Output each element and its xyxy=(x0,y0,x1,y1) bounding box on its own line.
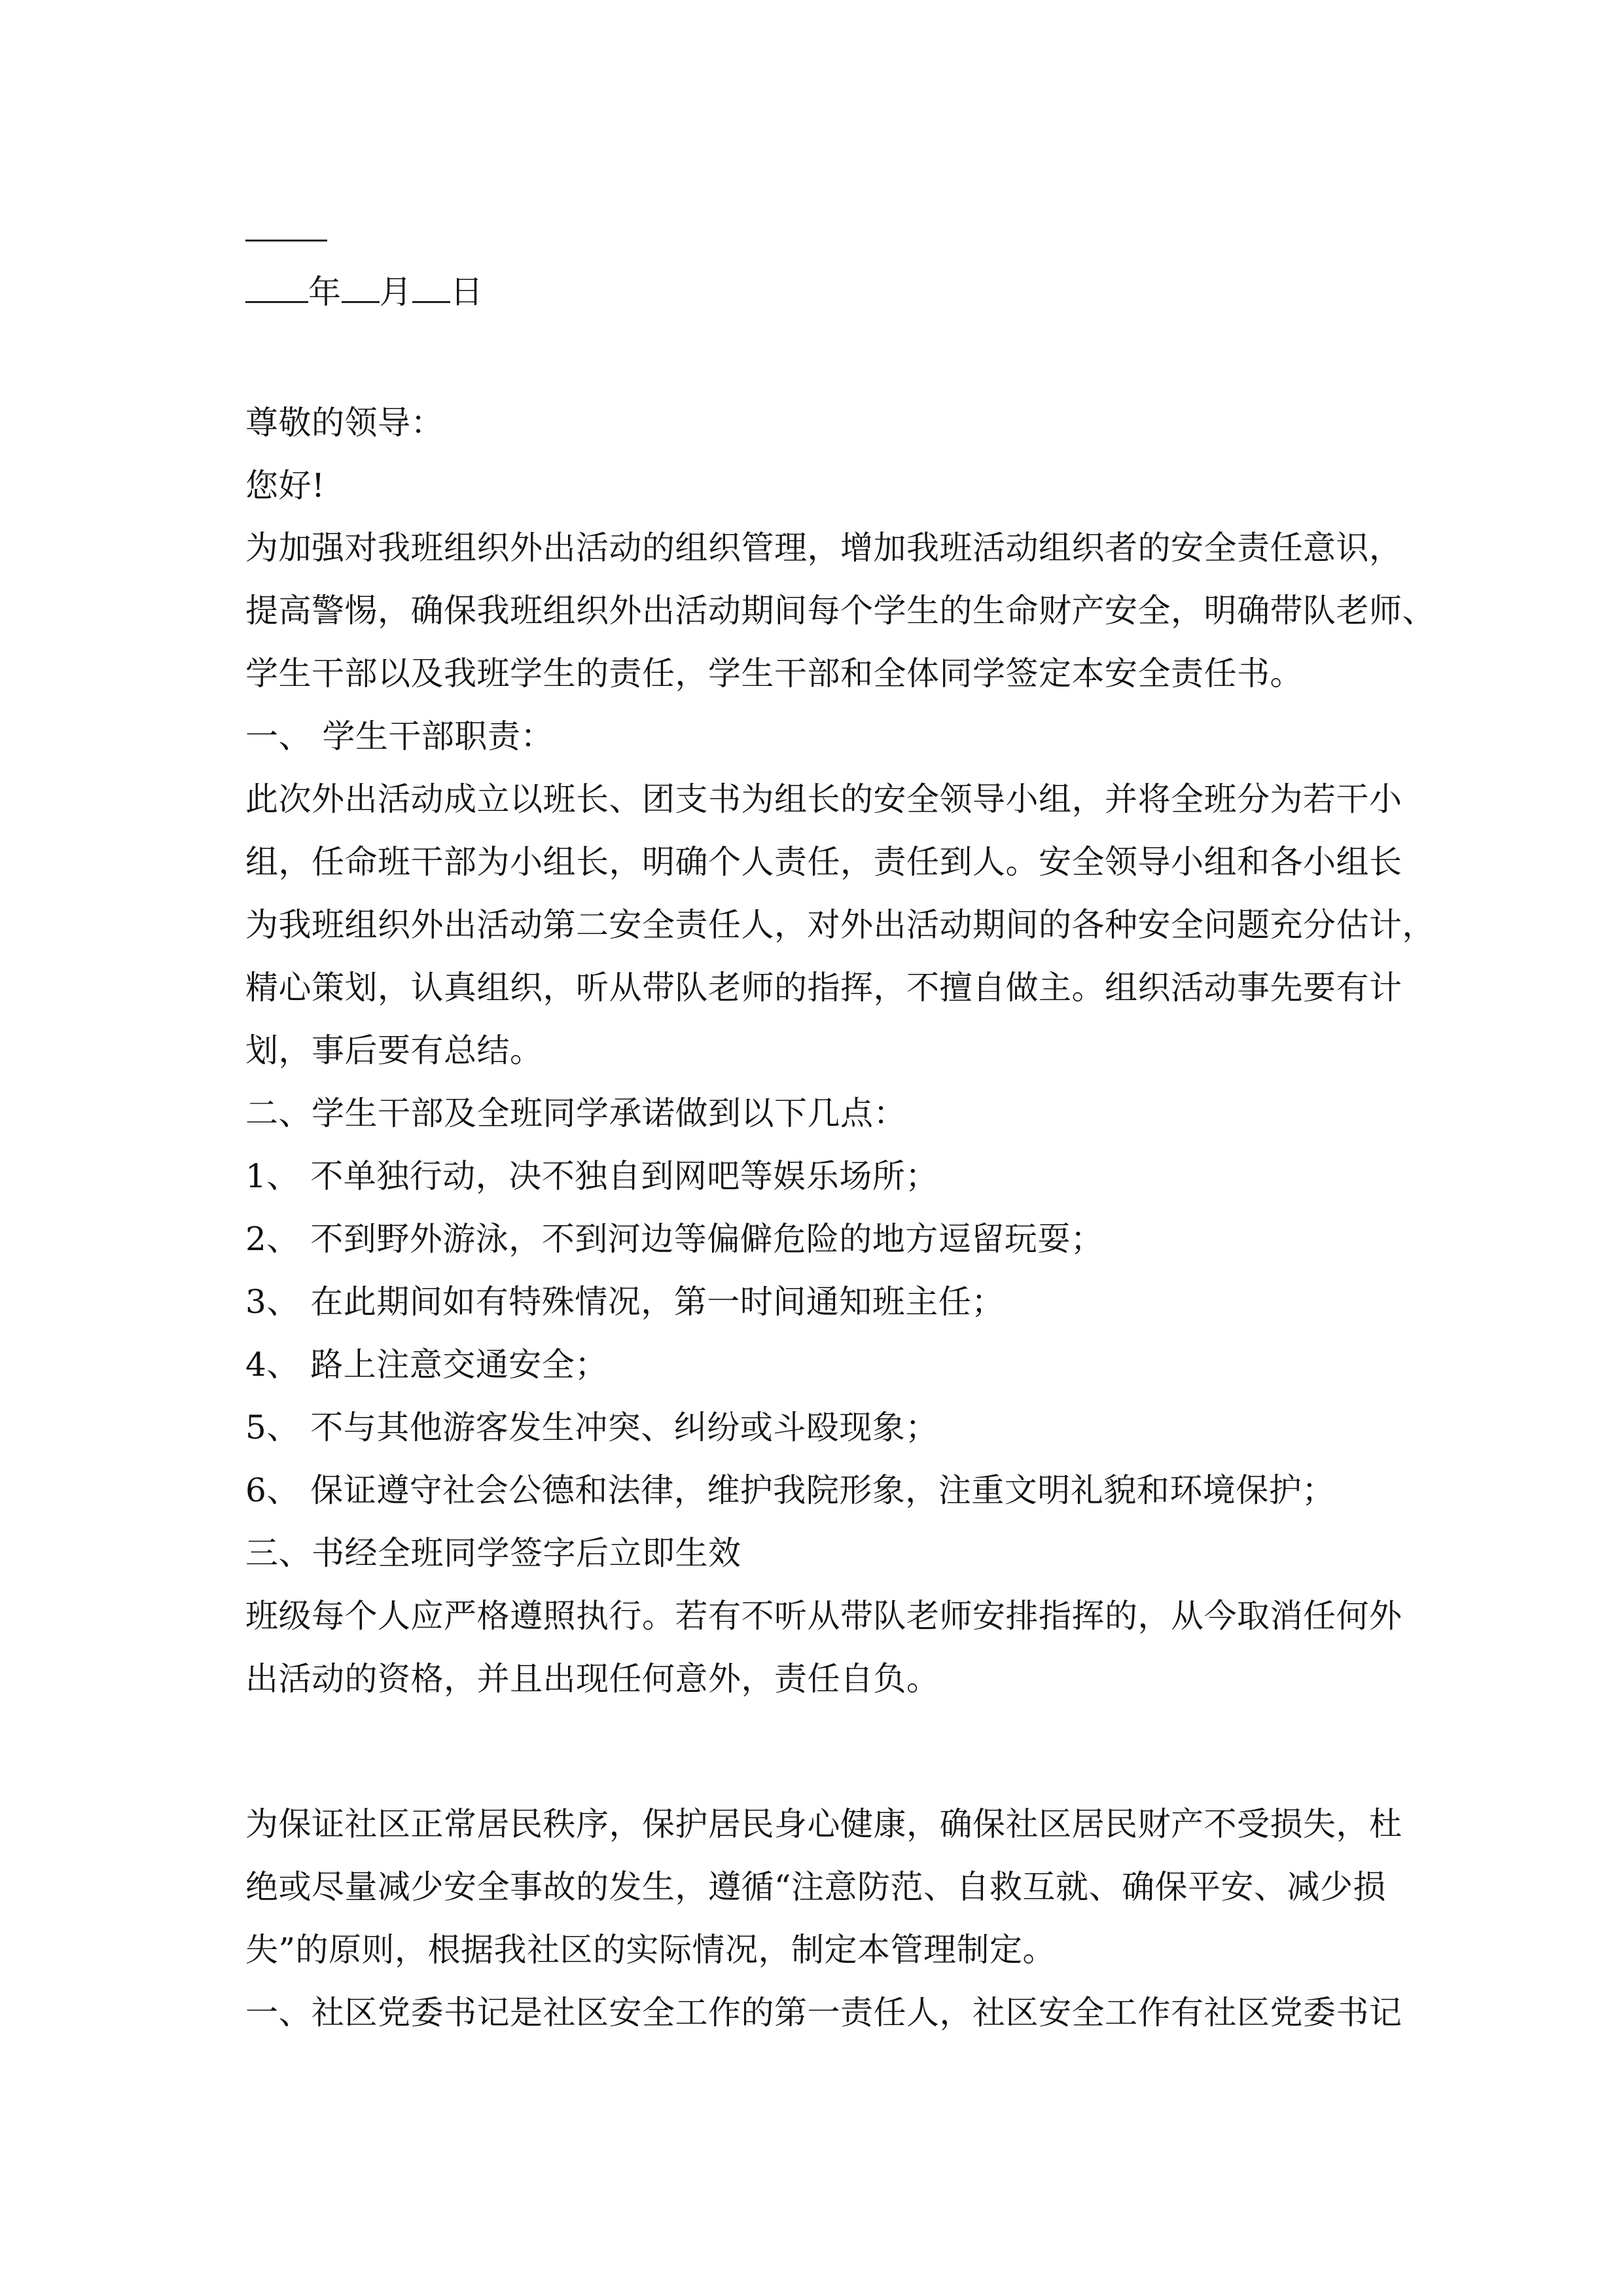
section3-line-1: 班级每个人应严格遵照执行。若有不听从带队老师安排指挥的，从今取消任何外 xyxy=(245,1597,1402,1635)
community-intro-line-3: 失”的原则，根据我社区的实际情况，制定本管理制定。 xyxy=(245,1931,1056,1969)
list-item: 1、 不单独行动，决不独自到网吧等娱乐场所； xyxy=(245,1157,938,1195)
community-item-1: 一、社区党委书记是社区安全工作的第一责任人，社区安全工作有社区党委书记 xyxy=(245,1994,1402,2032)
intro-line-2: 提高警惕，确保我班组织外出活动期间每个学生的生命财产安全，明确带队老师、 xyxy=(245,592,1435,630)
year-blank xyxy=(245,272,308,303)
section2-heading: 二、学生干部及全班同学承诺做到以下几点： xyxy=(245,1094,906,1132)
community-intro-line-1: 为保证社区正常居民秩序，保护居民身心健康，确保社区居民财产不受损失，杜 xyxy=(245,1805,1402,1843)
list-item: 2、 不到野外游泳，不到河边等偏僻危险的地方逗留玩耍； xyxy=(245,1220,1104,1258)
section1-line-3: 为我班组织外出活动第二安全责任人，对外出活动期间的各种安全问题充分估计， xyxy=(245,906,1435,944)
intro-line-3: 学生干部以及我班学生的责任，学生干部和全体同学签定本安全责任书。 xyxy=(245,655,1303,692)
signature-underline xyxy=(245,240,327,242)
date-month-label: 月 xyxy=(379,273,412,311)
section1-line-1: 此次外出活动成立以班长、团支书为组长的安全领导小组，并将全班分为若干小 xyxy=(245,780,1402,818)
list-item: 3、 在此期间如有特殊情况，第一时间通知班主任； xyxy=(245,1283,1005,1321)
list-item: 6、 保证遵守社会公德和法律，维护我院形象，注重文明礼貌和环境保护； xyxy=(245,1471,1335,1509)
community-intro-line-2: 绝或尽量减少安全事故的发生，遵循“注意防范、自救互就、确保平安、减少损 xyxy=(245,1868,1387,1906)
section1-line-4: 精心策划，认真组织，听从带队老师的指挥，不擅自做主。组织活动事先要有计 xyxy=(245,969,1402,1007)
greeting: 您好! xyxy=(245,467,325,505)
section1-line-5: 划，事后要有总结。 xyxy=(245,1031,543,1069)
salutation: 尊敬的领导： xyxy=(245,404,444,442)
section3-line-2: 出活动的资格，并且出现任何意外，责任自负。 xyxy=(245,1660,940,1698)
date-line xyxy=(245,269,484,315)
date-day-label: 日 xyxy=(450,273,484,311)
section1-line-2: 组，任命班干部为小组长，明确个人责任，责任到人。安全领导小组和各小组长 xyxy=(245,843,1402,881)
day-blank xyxy=(412,272,450,303)
list-item: 4、 路上注意交通安全； xyxy=(245,1346,608,1384)
intro-line-1: 为加强对我班组织外出活动的组织管理，增加我班活动组织者的安全责任意识， xyxy=(245,529,1402,567)
section3-heading: 三、书经全班同学签字后立即生效 xyxy=(245,1534,741,1572)
section1-heading: 一、 学生干部职责： xyxy=(245,717,554,755)
date-year-label: 年 xyxy=(308,273,342,311)
list-item: 5、 不与其他游客发生冲突、纠纷或斗殴现象； xyxy=(245,1408,938,1446)
month-blank xyxy=(342,272,380,303)
